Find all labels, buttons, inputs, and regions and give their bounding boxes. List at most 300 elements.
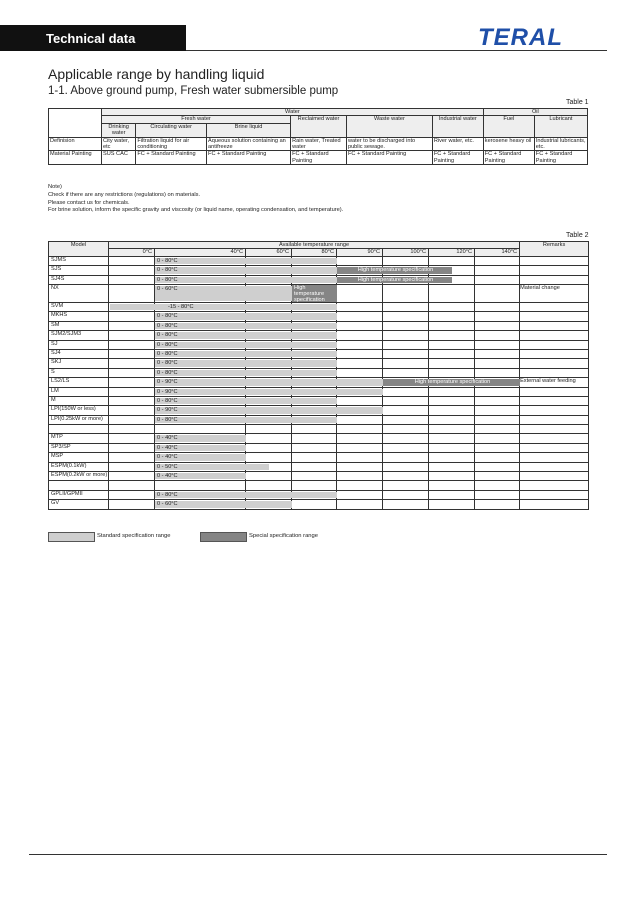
table-cell: River water, etc. — [432, 137, 483, 151]
standard-range-bar: 0 - 80°C — [155, 370, 337, 376]
remarks-cell: Material change — [520, 284, 589, 302]
table-cell: Filtration liquid for air conditioning — [136, 137, 207, 151]
range-cell — [429, 340, 475, 349]
remarks-cell — [520, 500, 589, 509]
range-cell — [337, 284, 383, 302]
range-cell — [109, 378, 491, 387]
model-name: SJ — [49, 340, 109, 349]
range-cell — [475, 321, 520, 330]
range-cell — [155, 368, 246, 377]
table-row — [49, 368, 589, 377]
table-row — [49, 462, 589, 471]
standard-range-bar: 0 - 40°C — [155, 473, 246, 479]
page-title: Applicable range by handling liquid — [48, 66, 265, 82]
col-header: Drinking water — [102, 123, 136, 137]
range-cell — [155, 321, 246, 330]
range-cell — [292, 406, 337, 415]
range-cell — [109, 312, 178, 321]
range-cell — [429, 490, 475, 499]
range-cell — [383, 453, 429, 462]
temperature-table — [48, 241, 589, 510]
range-cell — [337, 481, 383, 490]
model-name: LPI(150W or less) — [49, 406, 109, 415]
range-cell — [246, 425, 292, 434]
range-cell — [155, 331, 246, 340]
range-cell — [475, 500, 520, 509]
model-name: M — [49, 396, 109, 405]
range-cell — [429, 275, 475, 284]
range-cell — [337, 266, 383, 275]
table-cell: FC + Standard Painting — [534, 151, 587, 165]
standard-range-bar: 0 - 80°C — [155, 360, 337, 366]
model-name: MSP — [49, 453, 109, 462]
legend-special-swatch — [200, 532, 247, 542]
range-cell — [337, 500, 383, 509]
range-cell — [292, 321, 337, 330]
liquid-table — [48, 108, 588, 165]
range-cell — [246, 415, 292, 424]
range-cell — [155, 256, 246, 265]
range-cell — [429, 368, 475, 377]
temp-tick: 120°C — [429, 249, 475, 256]
table-row — [49, 396, 589, 405]
range-cell — [337, 275, 383, 284]
range-cell — [109, 284, 325, 302]
range-cell — [383, 481, 429, 490]
range-cell — [337, 472, 383, 481]
table-row — [49, 500, 589, 509]
range-cell — [429, 321, 475, 330]
standard-range-bar: 0 - 80°C — [155, 342, 337, 348]
range-cell — [246, 302, 292, 311]
range-cell — [475, 453, 520, 462]
range-cell — [383, 406, 429, 415]
table-row — [49, 349, 589, 358]
range-cell — [337, 406, 383, 415]
range-cell — [383, 284, 429, 302]
standard-range-bar: 0 - 40°C — [155, 445, 246, 451]
range-cell — [475, 331, 520, 340]
range-cell — [109, 453, 178, 462]
range-cell — [383, 500, 429, 509]
range-cell — [292, 434, 337, 443]
range-cell — [109, 387, 178, 396]
range-cell — [246, 331, 292, 340]
range-cell — [109, 321, 178, 330]
range-cell — [155, 266, 246, 275]
range-cell — [155, 462, 246, 471]
range-cell — [383, 256, 429, 265]
range-cell — [109, 368, 178, 377]
range-cell — [155, 472, 246, 481]
table-row — [49, 284, 589, 302]
range-cell — [337, 331, 383, 340]
range-cell — [475, 302, 520, 311]
range-cell — [475, 284, 520, 302]
standard-range-bar: 0 - 40°C — [155, 435, 246, 441]
table-row — [49, 472, 589, 481]
model-name: SKJ — [49, 359, 109, 368]
special-range-bar: High temperature specification — [292, 285, 337, 302]
table-row — [49, 151, 588, 165]
range-cell — [246, 284, 292, 302]
col-header: Brine liquid — [207, 123, 291, 137]
range-cell — [292, 266, 337, 275]
range-cell — [337, 415, 383, 424]
range-cell — [475, 472, 520, 481]
page-subtitle: 1-1. Above ground pump, Fresh water submersible pump — [48, 85, 339, 97]
footer-rule — [29, 854, 607, 855]
water-header: Water — [102, 109, 484, 116]
standard-range-bar: 0 - 80°C — [155, 267, 337, 273]
range-cell — [292, 396, 337, 405]
model-name: LM — [49, 387, 109, 396]
model-name: ESPM(0.2kW or more) — [49, 472, 109, 481]
table-row — [49, 378, 589, 387]
table-row — [49, 443, 589, 452]
model-name: GPLII/GPMII — [49, 490, 109, 499]
model-name: S — [49, 368, 109, 377]
remarks-cell — [520, 425, 589, 434]
legend-standard-swatch — [48, 532, 95, 542]
table-cell: Rain water, Treated water — [291, 137, 347, 151]
range-cell — [475, 312, 520, 321]
standard-range-bar: 0 - 90°C — [155, 389, 383, 395]
range-cell — [292, 284, 337, 302]
fresh-header: Fresh water — [102, 116, 291, 123]
model-name: MKHS — [49, 312, 109, 321]
model-name — [49, 481, 109, 490]
range-cell — [292, 275, 337, 284]
range-cell — [155, 406, 246, 415]
range-cell — [246, 378, 292, 387]
note-line: Note) — [48, 184, 62, 190]
standard-range-bar: 0 - 80°C — [155, 417, 337, 423]
standard-range-bar: 0 - 80°C — [155, 258, 337, 264]
range-cell — [109, 275, 434, 284]
range-cell — [337, 425, 383, 434]
range-cell — [337, 443, 383, 452]
standard-range-bar: 0 - 80°C — [155, 277, 337, 283]
note-line: Please contact us for chemicals. — [48, 199, 130, 206]
range-cell — [155, 359, 246, 368]
standard-range-bar: 0 - 80°C — [155, 398, 337, 404]
range-cell — [246, 500, 292, 509]
range-cell — [429, 312, 475, 321]
standard-range-bar: 0 - 90°C — [155, 379, 383, 385]
range-cell — [292, 481, 337, 490]
table-row — [49, 387, 589, 396]
remarks-cell — [520, 312, 589, 321]
range-cell — [109, 462, 178, 471]
range-cell — [475, 481, 520, 490]
range-cell — [337, 340, 383, 349]
standard-range-bar: 0 - 80°C — [155, 313, 337, 319]
range-cell — [292, 490, 337, 499]
remarks-cell — [520, 387, 589, 396]
range-cell — [429, 256, 475, 265]
range-cell — [383, 368, 429, 377]
range-cell — [383, 462, 429, 471]
range-cell — [109, 340, 178, 349]
range-cell — [475, 275, 520, 284]
header-rule — [186, 50, 607, 51]
range-cell — [155, 425, 246, 434]
col-header: Fuel — [483, 116, 534, 137]
table-row — [49, 302, 589, 311]
table-cell: Industrial lubricants, etc. — [535, 137, 586, 151]
table-cell: FC + Standard Painting — [432, 151, 483, 165]
table-row — [49, 359, 589, 368]
range-cell — [337, 434, 383, 443]
range-cell — [383, 387, 429, 396]
table-row — [49, 481, 589, 490]
table-cell: FC + Standard Painting — [346, 151, 432, 165]
range-cell — [475, 406, 520, 415]
range-cell — [475, 387, 520, 396]
range-cell — [109, 396, 178, 405]
note-line: Check if there are any restrictions (regulations) on materials. — [48, 191, 201, 198]
table-row — [49, 406, 589, 415]
range-cell — [155, 340, 246, 349]
model-name: SJ4S — [49, 275, 109, 284]
table-row — [49, 321, 589, 330]
range-cell — [109, 359, 178, 368]
special-range-bar: High temperature specification — [337, 277, 452, 283]
table-row — [49, 340, 589, 349]
table-row — [49, 266, 589, 275]
range-cell — [383, 378, 429, 387]
remarks-cell — [520, 302, 589, 311]
model-name: ESPM(0.1kW) — [49, 462, 109, 471]
range-cell — [429, 425, 475, 434]
model-name: SP3/SP — [49, 443, 109, 452]
range-cell — [292, 359, 337, 368]
range-cell — [429, 378, 475, 387]
range-cell — [246, 387, 292, 396]
range-cell — [292, 349, 337, 358]
temp-tick: 40°C — [155, 249, 246, 256]
range-cell — [383, 443, 429, 452]
range-cell — [246, 472, 292, 481]
model-name: MTP — [49, 434, 109, 443]
range-cell — [429, 472, 475, 481]
model-name: NX — [49, 284, 109, 302]
table-row — [49, 490, 589, 499]
range-cell — [337, 359, 383, 368]
range-cell — [475, 425, 520, 434]
range-cell — [292, 368, 337, 377]
range-cell — [475, 443, 520, 452]
range-cell — [155, 481, 246, 490]
table1-label: Table 1 — [566, 99, 589, 106]
standard-range-bar: 0 - 50°C — [155, 464, 269, 470]
range-cell — [109, 349, 178, 358]
col-header: Circulating water — [136, 123, 207, 137]
range-cell — [109, 331, 178, 340]
standard-range-bar: 0 - 40°C — [155, 454, 246, 460]
range-cell — [155, 490, 246, 499]
remarks-cell — [520, 256, 589, 265]
range-cell — [292, 312, 337, 321]
range-cell — [292, 256, 337, 265]
range-cell — [246, 406, 292, 415]
range-cell — [246, 312, 292, 321]
range-cell — [337, 378, 383, 387]
range-cell — [337, 490, 383, 499]
table-row — [49, 331, 589, 340]
range-cell — [383, 472, 429, 481]
range-cell — [246, 490, 292, 499]
range-cell — [155, 284, 246, 302]
range-cell — [429, 406, 475, 415]
model-name — [49, 425, 109, 434]
table-cell: FC + Standard Painting — [483, 151, 534, 165]
range-cell — [292, 302, 337, 311]
range-cell — [155, 443, 246, 452]
range-cell — [292, 453, 337, 462]
col-header: Reclaimed water — [291, 116, 347, 137]
note-line: For brine solution, inform the specific gravity and viscosity (or liquid name, operating condensation, and temperature). — [48, 207, 344, 214]
range-cell — [109, 406, 178, 415]
oil-header: Oil — [483, 109, 587, 116]
range-cell — [337, 368, 383, 377]
range-cell — [155, 453, 246, 462]
range-cell — [475, 490, 520, 499]
range-cell — [246, 340, 292, 349]
range-cell — [383, 331, 429, 340]
special-range-bar: High temperature specification — [337, 267, 452, 273]
range-cell — [292, 425, 337, 434]
range-cell — [337, 462, 383, 471]
range-cell — [337, 396, 383, 405]
range-cell — [429, 434, 475, 443]
legend-special-label: Special specification range — [249, 533, 318, 539]
range-cell — [109, 490, 178, 499]
range-cell — [475, 396, 520, 405]
remarks-cell — [520, 340, 589, 349]
range-cell — [246, 266, 292, 275]
range-cell — [475, 266, 520, 275]
table-row — [49, 312, 589, 321]
range-cell — [337, 453, 383, 462]
model-header: Model — [49, 242, 109, 257]
standard-range-bar: 0 - 90°C — [155, 407, 383, 413]
range-cell — [292, 472, 337, 481]
range-cell — [155, 349, 246, 358]
model-name: SJMS — [49, 256, 109, 265]
row-label: Material Painting — [49, 151, 102, 165]
range-cell — [292, 443, 337, 452]
range-cell — [429, 415, 475, 424]
special-range-bar: High temperature specification — [383, 379, 520, 385]
range-cell — [337, 387, 383, 396]
range-cell — [109, 443, 178, 452]
temp-tick: 0°C — [109, 249, 155, 256]
range-cell — [292, 340, 337, 349]
range-cell — [475, 378, 520, 387]
range-cell — [429, 387, 475, 396]
range-cell — [383, 266, 429, 275]
standard-range-bar: 0 - 80°C — [155, 323, 337, 329]
range-cell — [429, 500, 475, 509]
range-cell — [475, 256, 520, 265]
brand-text: TERAL — [478, 24, 563, 48]
range-cell — [246, 349, 292, 358]
standard-range-bar: 0 - 80°C — [155, 351, 337, 357]
range-cell — [292, 378, 337, 387]
temp-tick: 100°C — [383, 249, 429, 256]
range-cell — [383, 425, 429, 434]
range-cell — [109, 266, 434, 275]
table-row — [49, 137, 588, 151]
range-cell — [429, 349, 475, 358]
section-tab: Technical data — [0, 25, 186, 51]
model-name: LS2/LS — [49, 378, 109, 387]
range-cell — [475, 359, 520, 368]
range-cell — [383, 359, 429, 368]
model-name: SJ4 — [49, 349, 109, 358]
range-cell — [337, 321, 383, 330]
range-cell — [475, 368, 520, 377]
range-cell — [429, 462, 475, 471]
range-cell — [429, 266, 475, 275]
table-row — [49, 256, 589, 265]
range-header: Available temperature range — [109, 242, 520, 249]
range-cell — [109, 481, 155, 490]
range-cell — [429, 302, 475, 311]
model-name: SVM — [49, 302, 109, 311]
range-cell — [246, 359, 292, 368]
range-cell — [337, 349, 383, 358]
remarks-cell — [520, 415, 589, 424]
range-cell — [383, 396, 429, 405]
range-cell — [109, 500, 178, 509]
remarks-cell — [520, 359, 589, 368]
range-cell — [155, 387, 246, 396]
remarks-header: Remarks — [520, 242, 589, 257]
temp-tick: 80°C — [292, 249, 337, 256]
range-cell — [429, 443, 475, 452]
range-cell — [292, 331, 337, 340]
range-cell — [246, 434, 292, 443]
range-cell — [429, 396, 475, 405]
range-cell — [475, 340, 520, 349]
standard-range-bar: 0 - 60°C — [155, 286, 292, 301]
range-cell — [429, 453, 475, 462]
standard-range-bar: 0 - 60°C — [155, 501, 292, 507]
range-cell — [429, 359, 475, 368]
table-cell: FC + Standard Painting — [291, 151, 347, 165]
table-cell: Aqueous solution containing an antifreeze — [207, 137, 291, 151]
remarks-cell — [520, 443, 589, 452]
model-name: SJS — [49, 266, 109, 275]
standard-range-bar: -15 - 80°C — [110, 304, 337, 310]
range-cell — [383, 275, 429, 284]
range-cell — [155, 415, 246, 424]
range-cell — [155, 275, 246, 284]
notes — [48, 184, 343, 215]
range-cell — [383, 349, 429, 358]
temp-tick: 90°C — [337, 249, 383, 256]
range-cell — [383, 302, 429, 311]
range-cell — [292, 387, 337, 396]
range-cell — [475, 462, 520, 471]
table-cell: water to be discharged into public sewage. — [346, 137, 432, 151]
range-cell — [383, 321, 429, 330]
standard-range-bar: 0 - 80°C — [155, 332, 337, 338]
remarks-cell — [520, 434, 589, 443]
